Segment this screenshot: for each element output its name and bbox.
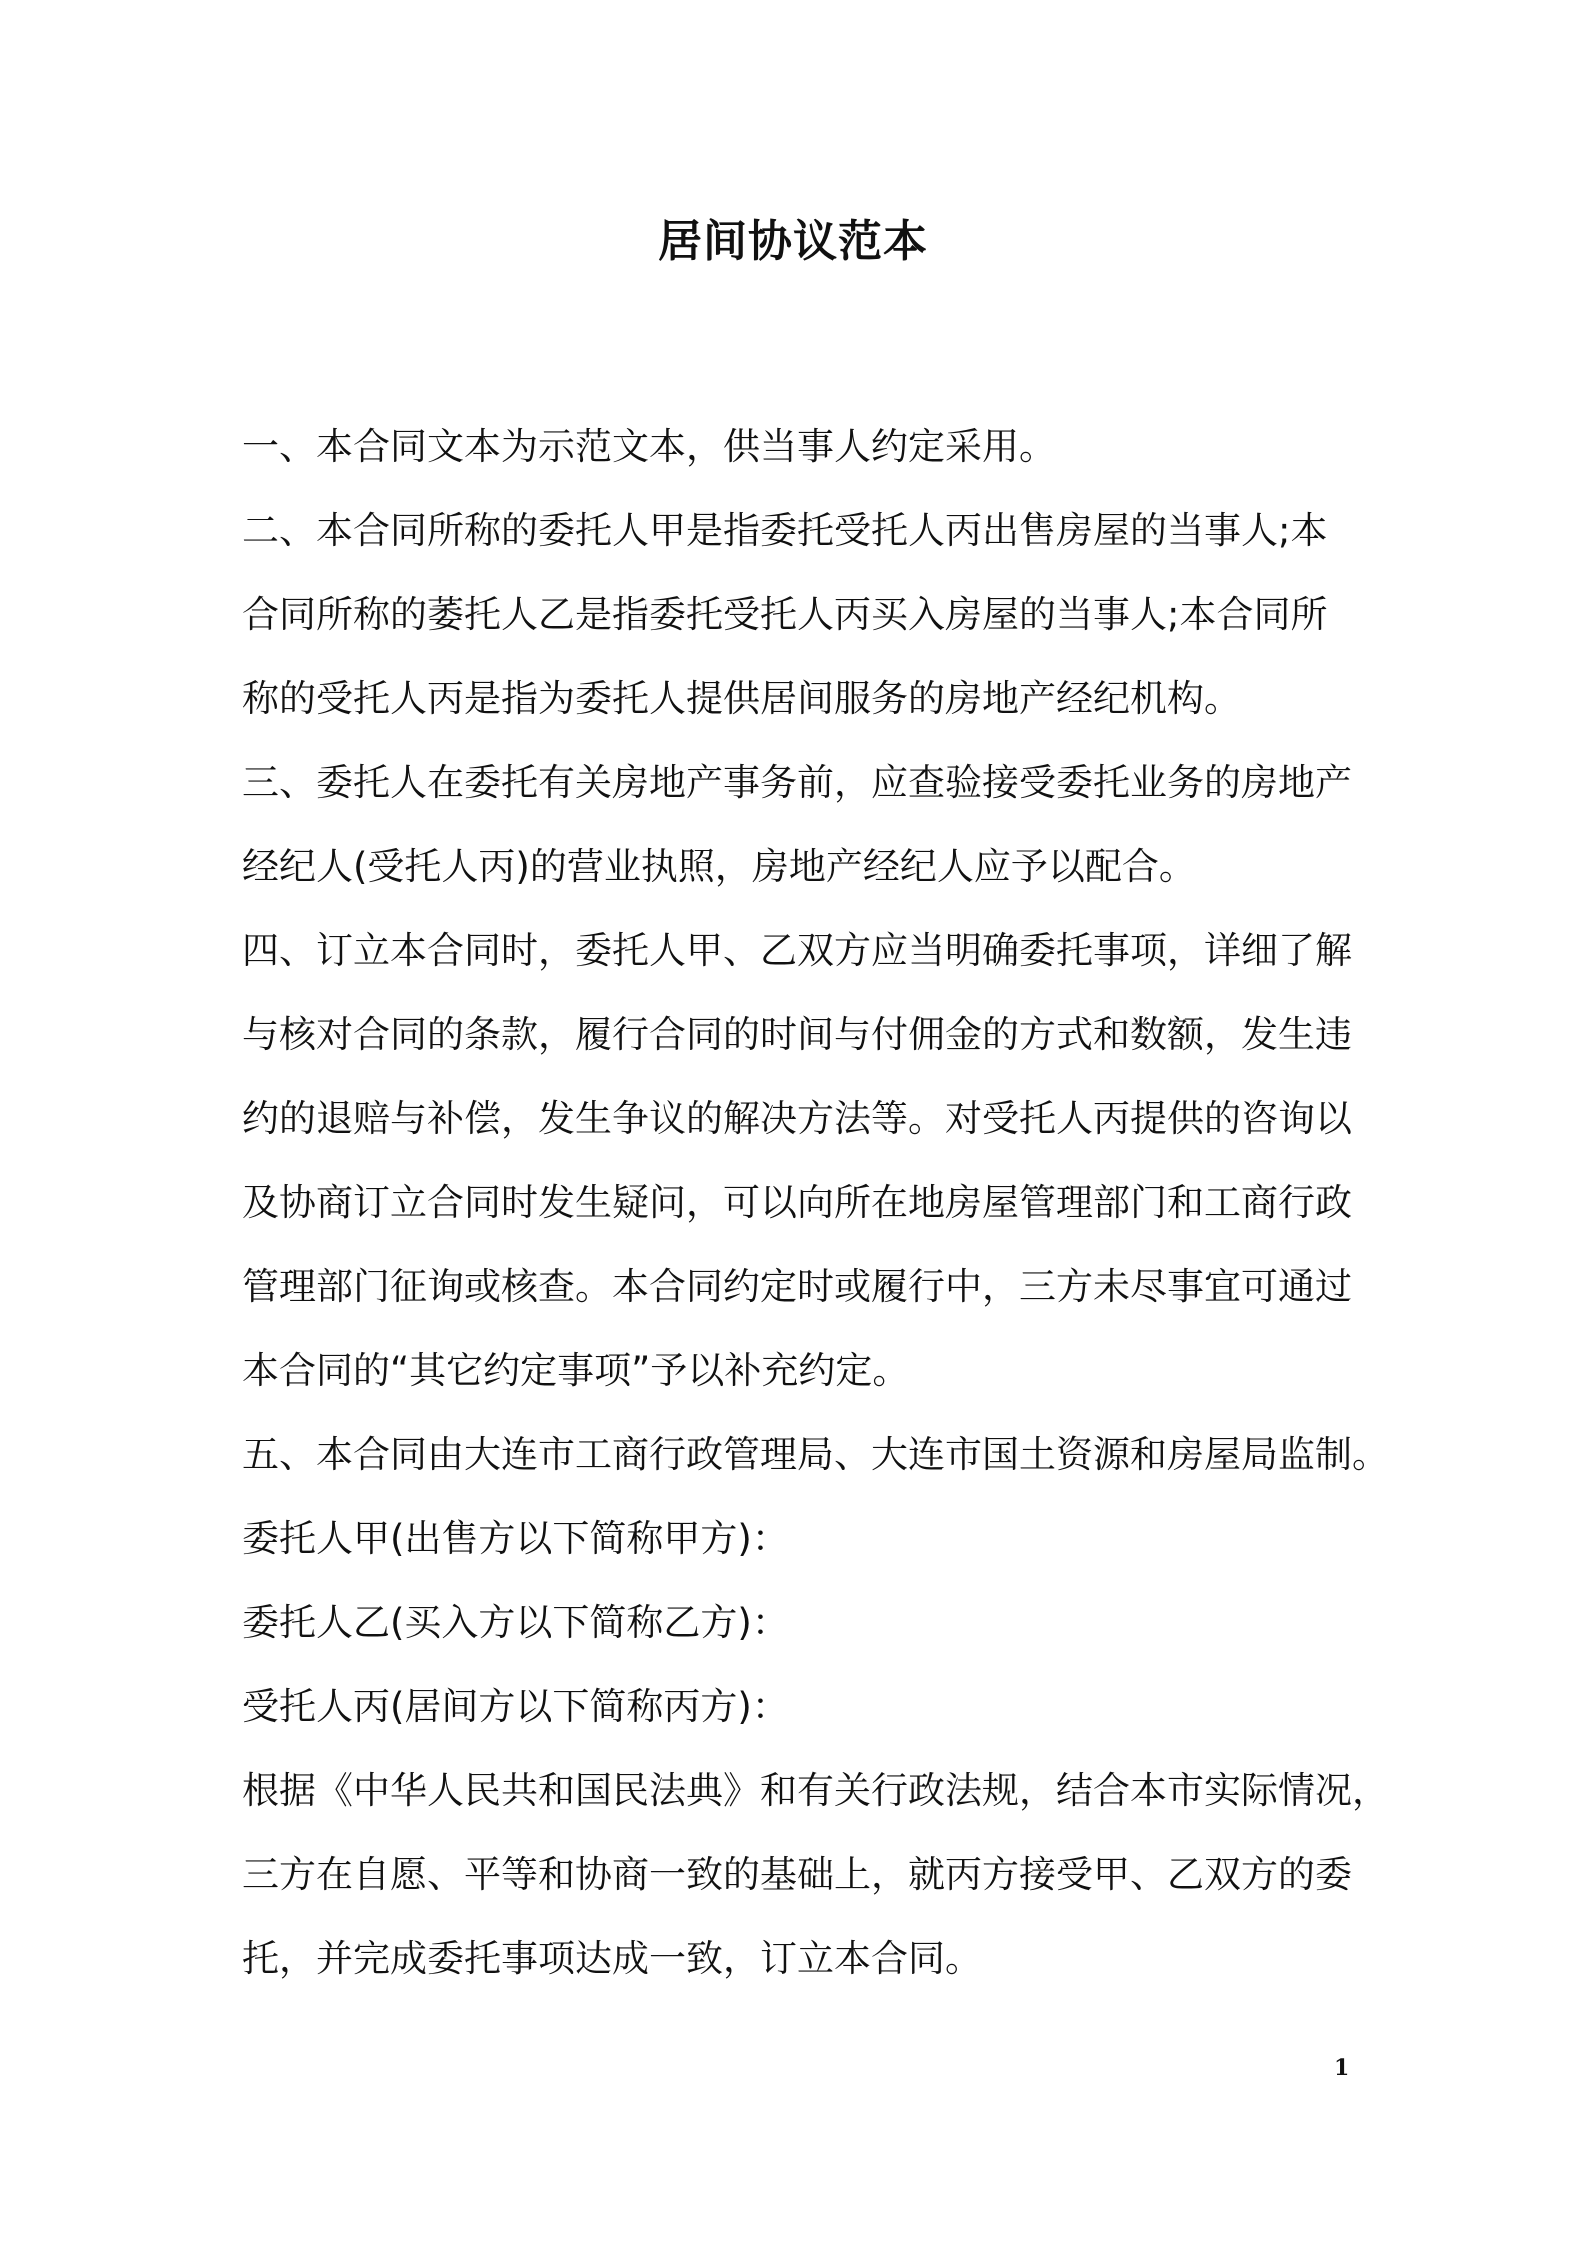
text-line: 与核对合同的条款，履行合同的时间与付佣金的方式和数额，发生违 [242, 1013, 1352, 1056]
text-line: 合同所称的萎托人乙是指委托受托人丙买入房屋的当事人;本合同所 [242, 593, 1328, 636]
document-body [242, 405, 1389, 2001]
text-line: 根据《中华人民共和国民法典》和有关行政法规，结合本市实际情况， [242, 1769, 1389, 1812]
text-line: 三方在自愿、平等和协商一致的基础上，就丙方接受甲、乙双方的委 [242, 1853, 1352, 1896]
text-line: 三、委托人在委托有关房地产事务前，应查验接受委托业务的房地产 [242, 761, 1352, 804]
text-line: 本合同的“其它约定事项”予以补充约定。 [242, 1349, 910, 1392]
text-line: 一、本合同文本为示范文本，供当事人约定采用。 [242, 425, 1056, 468]
text-line: 约的退赔与补偿，发生争议的解决方法等。对受托人丙提供的咨询以 [242, 1097, 1352, 1140]
text-line: 委托人甲(出售方以下简称甲方)： [242, 1517, 789, 1560]
document-title: 居间协议范本 [658, 216, 928, 267]
text-line: 托，并完成委托事项达成一致，订立本合同。 [242, 1937, 982, 1980]
text-line: 五、本合同由大连市工商行政管理局、大连市国土资源和房屋局监制。 [242, 1433, 1389, 1476]
text-line: 称的受托人丙是指为委托人提供居间服务的房地产经纪机构。 [242, 677, 1241, 720]
text-line: 受托人丙(居间方以下简称丙方)： [242, 1685, 789, 1728]
text-line: 管理部门征询或核查。本合同约定时或履行中，三方未尽事宜可通过 [242, 1265, 1352, 1308]
page-number: 1 [1334, 2055, 1350, 2081]
text-line: 及协商订立合同时发生疑问，可以向所在地房屋管理部门和工商行政 [242, 1181, 1352, 1224]
text-line: 二、本合同所称的委托人甲是指委托受托人丙出售房屋的当事人;本 [242, 509, 1328, 552]
text-line: 四、订立本合同时，委托人甲、乙双方应当明确委托事项，详细了解 [242, 929, 1352, 972]
text-line: 委托人乙(买入方以下简称乙方)： [242, 1601, 789, 1644]
text-line: 经纪人(受托人丙)的营业执照，房地产经纪人应予以配合。 [242, 845, 1196, 888]
